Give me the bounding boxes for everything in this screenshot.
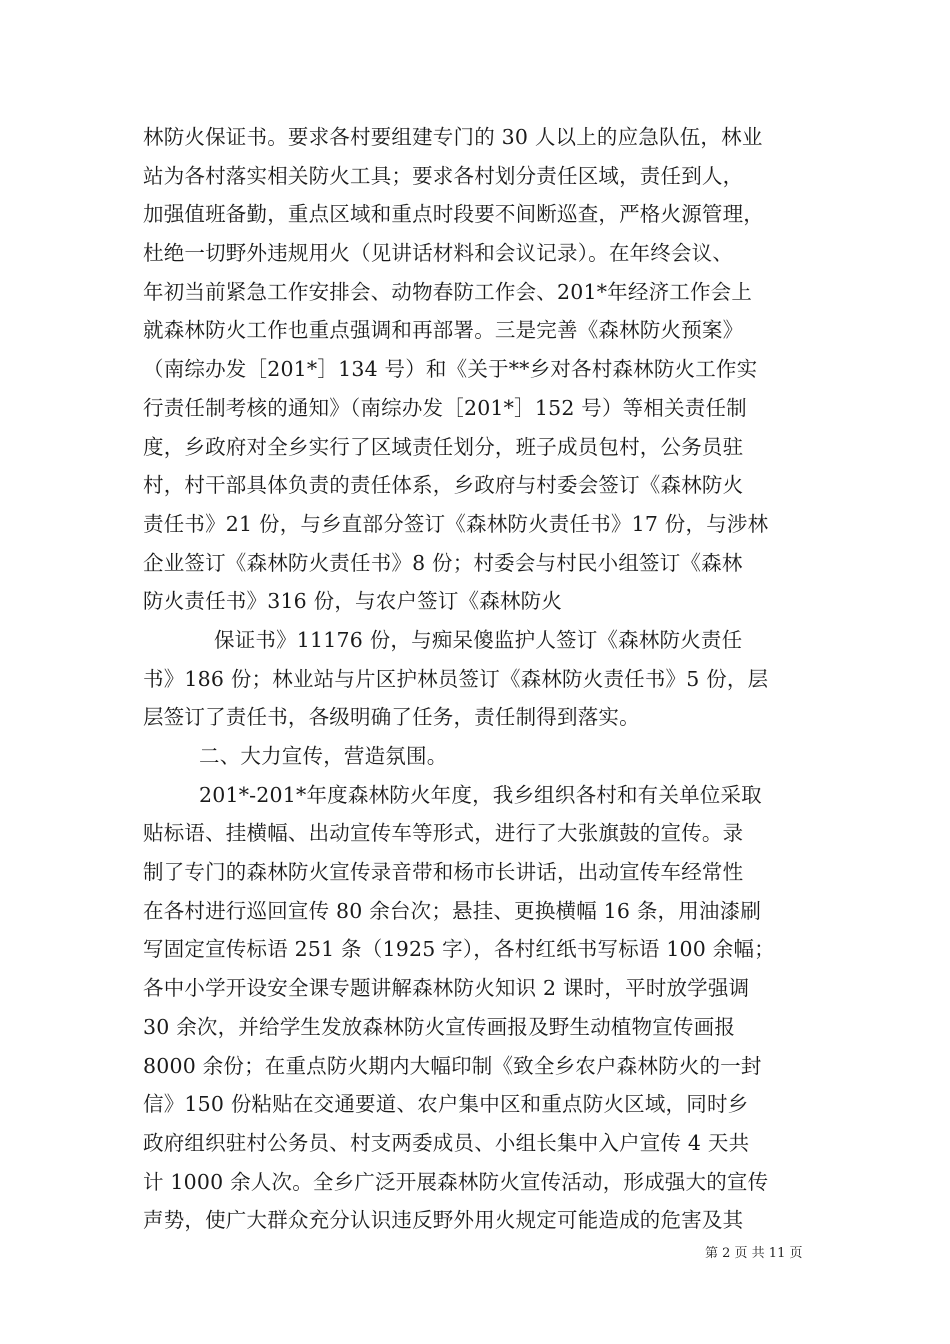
text-line: 信》150 份粘贴在交通要道、农户集中区和重点防火区域，同时乡 (143, 1092, 749, 1117)
text-line: 8000 余份；在重点防火期内大幅印制《致全乡农户森林防火的一封 (143, 1053, 762, 1078)
section-heading: 二、大力宣传，营造氛围。 (199, 744, 448, 768)
text-line: 企业签订《森林防火责任书》8 份；村委会与村民小组签订《森林 (143, 550, 743, 575)
text-line: 年初当前紧急工作安排会、动物春防工作会、201*年经济工作会上 (143, 279, 753, 304)
text-line: 责任书》21 份，与乡直部分签订《森林防火责任书》17 份，与涉林 (143, 511, 769, 536)
text-line: 政府组织驻村公务员、村支两委成员、小组长集中入户宣传 4 天共 (143, 1130, 750, 1155)
text-line: 书》186 份；林业站与片区护林员签订《森林防火责任书》5 份，层 (143, 666, 769, 691)
text-line: 村，村干部具体负责的责任体系，乡政府与村委会签订《森林防火 (143, 473, 744, 498)
text-line: 贴标语、挂横幅、出动宣传车等形式，进行了大张旗鼓的宣传。录 (143, 821, 744, 846)
body-text (143, 118, 813, 1240)
text-line: 行责任制考核的通知》（南综办发［201*］152 号）等相关责任制 (143, 395, 747, 420)
text-line: 层签订了责任书，各级明确了任务，责任制得到落实。 (143, 705, 640, 730)
text-line: 杜绝一切野外违规用火（见讲话材料和会议记录）。在年终会议、 (143, 241, 734, 266)
text-line: 201*-201*年度森林防火年度，我乡组织各村和有关单位采取 (199, 782, 762, 807)
text-line: 声势，使广大群众充分认识违反野外用火规定可能造成的危害及其 (143, 1208, 744, 1233)
text-line: 计 1000 余人次。全乡广泛开展森林防火宣传活动，形成强大的宣传 (143, 1169, 769, 1194)
text-line: 加强值班备勤，重点区域和重点时段要不间断巡查，严格火源管理， (143, 202, 764, 227)
text-line: 30 余次，并给学生发放森林防火宣传画报及野生动植物宣传画报 (143, 1014, 736, 1039)
text-line: （南综办发［201*］134 号）和《关于**乡对各村森林防火工作实 (143, 357, 758, 382)
text-line: 各中小学开设安全课专题讲解森林防火知识 2 课时，平时放学强调 (143, 976, 750, 1001)
text-line: 就森林防火工作也重点强调和再部署。三是完善《森林防火预案》 (143, 318, 744, 343)
text-line: 站为各村落实相关防火工具；要求各村划分责任区域，责任到人， (143, 163, 744, 188)
text-line: 度，乡政府对全乡实行了区域责任划分，班子成员包村，公务员驻 (143, 434, 744, 459)
text-line: 在各村进行巡回宣传 80 余台次；悬挂、更换横幅 16 条，用油漆刷 (143, 898, 762, 923)
text-line: 写固定宣传标语 251 条（1925 字），各村红纸书写标语 100 余幅； (143, 937, 775, 962)
text-line: 林防火保证书。要求各村要组建专门的 30 人以上的应急队伍，林业 (143, 125, 763, 149)
page-number: 第 2 页 共 11 页 (705, 1246, 803, 1261)
text-line: 制了专门的森林防火宣传录音带和杨市长讲话，出动宣传车经常性 (143, 860, 744, 885)
text-line: 保证书》11176 份，与痴呆傻监护人签订《森林防火责任 (214, 627, 743, 652)
text-line: 防火责任书》316 份，与农户签订《森林防火 (143, 589, 563, 614)
